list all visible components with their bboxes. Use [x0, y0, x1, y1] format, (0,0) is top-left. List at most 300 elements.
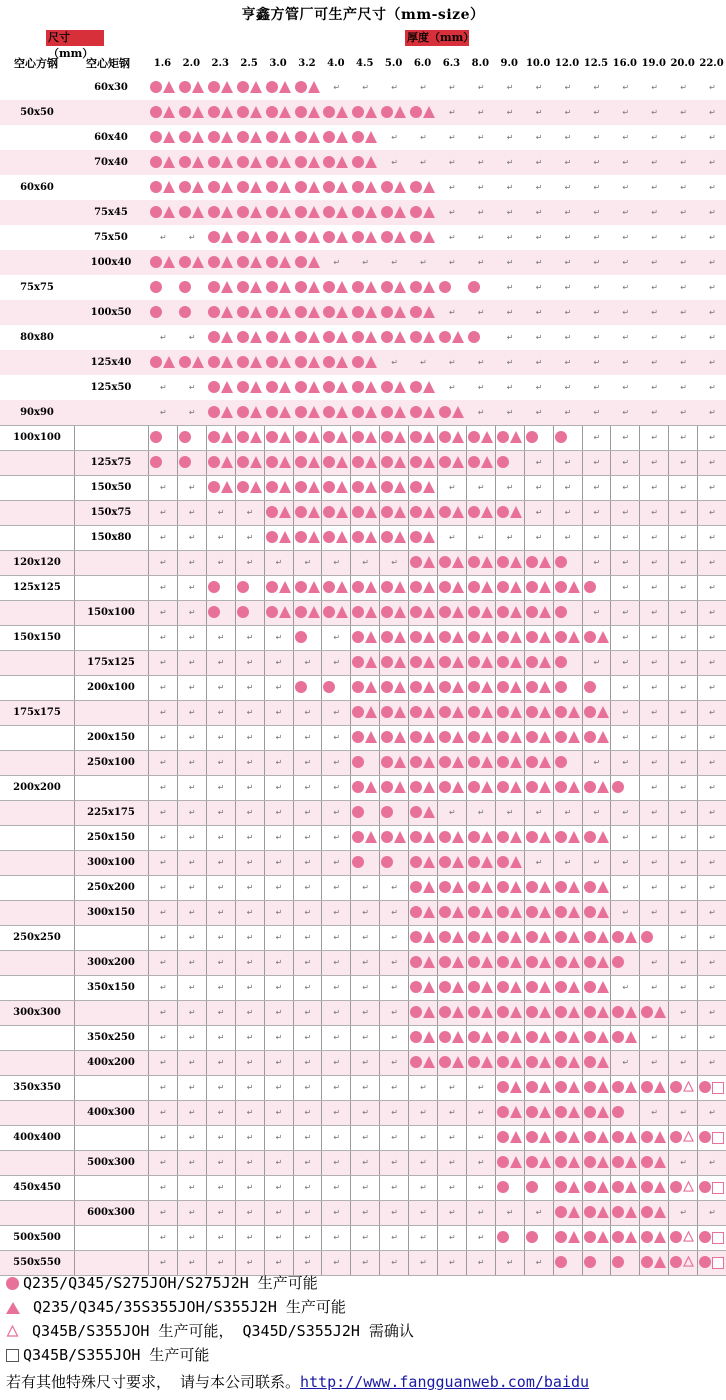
- dot-icon: [323, 456, 335, 468]
- availability-cell: [235, 975, 264, 1000]
- paragraph-mark-icon: ↵: [160, 483, 167, 492]
- availability-cell: [235, 75, 264, 100]
- paragraph-mark-icon: ↵: [651, 308, 658, 317]
- rect-size-cell: 60x40: [94, 132, 128, 143]
- paragraph-mark-icon: ↵: [160, 833, 167, 842]
- dot-icon: [526, 1031, 538, 1043]
- availability-cell: [610, 650, 639, 675]
- dot-icon: [410, 906, 422, 918]
- dot-icon: [237, 106, 249, 118]
- triangle-icon: [336, 181, 348, 193]
- availability-cell: [524, 1175, 553, 1200]
- paragraph-mark-icon: ↵: [160, 633, 167, 642]
- paragraph-mark-icon: ↵: [160, 1258, 167, 1267]
- availability-cell: [495, 250, 524, 275]
- paragraph-mark-icon: ↵: [391, 1258, 398, 1267]
- triangle-icon: [365, 181, 377, 193]
- paragraph-mark-icon: ↵: [391, 908, 398, 917]
- dot-icon: [497, 431, 509, 443]
- availability-cell: [321, 525, 350, 550]
- square-size-cell: 400x400: [13, 1132, 61, 1143]
- availability-cell: [206, 775, 235, 800]
- availability-cell: [206, 325, 235, 350]
- availability-cell: [321, 75, 350, 100]
- availability-cell: [524, 250, 553, 275]
- triangle-icon: [308, 356, 320, 368]
- availability-cell: [321, 1125, 350, 1150]
- availability-cell: [495, 375, 524, 400]
- triangle-icon: [279, 206, 291, 218]
- triangle-icon: [423, 381, 435, 393]
- paragraph-mark-icon: ↵: [160, 233, 167, 242]
- availability-cell: [264, 525, 293, 550]
- availability-cell: [668, 100, 697, 125]
- availability-cell: [264, 200, 293, 225]
- availability-cell: [379, 1200, 408, 1225]
- availability-cell: [582, 150, 611, 175]
- paragraph-mark-icon: ↵: [680, 258, 687, 267]
- triangle-icon: [279, 356, 291, 368]
- paragraph-mark-icon: ↵: [477, 383, 485, 392]
- availability-cell: [495, 100, 524, 125]
- availability-cell: [235, 150, 264, 175]
- dot-icon: [497, 681, 509, 693]
- availability-cell: [610, 1075, 639, 1100]
- availability-cell: [206, 575, 235, 600]
- dot-icon: [497, 1106, 509, 1118]
- dot-icon: [468, 731, 480, 743]
- dot-icon: [497, 1181, 509, 1193]
- table-row: [0, 1075, 726, 1100]
- outline-triangle-icon: [6, 1320, 19, 1344]
- triangle-icon: [568, 1081, 580, 1093]
- dot-icon: [555, 706, 567, 718]
- availability-cell: [437, 300, 466, 325]
- triangle-icon: [539, 881, 551, 893]
- availability-cell: [639, 400, 668, 425]
- availability-cell: [177, 825, 206, 850]
- grid-line: [0, 775, 726, 776]
- triangle-icon: [481, 981, 493, 993]
- square-size-cell: [0, 750, 74, 775]
- paragraph-mark-icon: ↵: [362, 258, 369, 267]
- paragraph-mark-icon: ↵: [564, 108, 572, 117]
- paragraph-mark-icon: ↵: [680, 1108, 687, 1117]
- dot-icon: [612, 956, 624, 968]
- availability-cell: [610, 425, 639, 450]
- availability-cell: [582, 1050, 611, 1075]
- triangle-icon: [279, 281, 291, 293]
- table-row: [0, 350, 726, 375]
- availability-cell: [235, 250, 264, 275]
- paragraph-mark-icon: ↵: [420, 1083, 427, 1092]
- table-row: [0, 875, 726, 900]
- availability-cell: [524, 425, 553, 450]
- dot-icon: [439, 506, 451, 518]
- availability-cell: [148, 1050, 177, 1075]
- triangle-icon: [539, 956, 551, 968]
- availability-cell: [321, 1050, 350, 1075]
- square-size-cell: [0, 450, 74, 475]
- dot-icon: [208, 281, 220, 293]
- dot-icon: [6, 1277, 19, 1290]
- paragraph-mark-icon: ↵: [160, 883, 167, 892]
- availability-cell: [610, 75, 639, 100]
- dot-icon: [295, 356, 307, 368]
- availability-cell: [582, 1000, 611, 1025]
- paragraph-mark-icon: ↵: [188, 933, 196, 942]
- availability-cell: [321, 475, 350, 500]
- grid-line: [0, 550, 726, 551]
- paragraph-mark-icon: ↵: [680, 833, 687, 842]
- availability-cell: [668, 550, 697, 575]
- availability-cell: [350, 550, 379, 575]
- triangle-icon: [163, 206, 175, 218]
- triangle-icon: [308, 231, 320, 243]
- paragraph-mark-icon: ↵: [217, 683, 225, 692]
- paragraph-mark-icon: ↵: [246, 708, 254, 717]
- paragraph-mark-icon: ↵: [188, 633, 196, 642]
- paragraph-mark-icon: ↵: [622, 108, 630, 117]
- availability-cell: [177, 1000, 206, 1025]
- paragraph-mark-icon: ↵: [391, 1108, 398, 1117]
- paragraph-mark-icon: ↵: [246, 983, 254, 992]
- availability-cell: [610, 125, 639, 150]
- paragraph-mark-icon: ↵: [246, 1108, 254, 1117]
- availability-cell: [437, 425, 466, 450]
- triangle-icon: [250, 206, 262, 218]
- triangle-icon: [365, 331, 377, 343]
- availability-cell: [321, 675, 350, 700]
- availability-cell: [408, 125, 437, 150]
- dot-icon: [497, 1156, 509, 1168]
- availability-cell: [466, 325, 495, 350]
- dot-icon: [555, 1206, 567, 1218]
- table-row: [0, 625, 726, 650]
- availability-cell: [293, 475, 322, 500]
- triangle-icon: [250, 156, 262, 168]
- paragraph-mark-icon: ↵: [333, 958, 341, 967]
- dot-icon: [526, 706, 538, 718]
- dot-icon: [323, 181, 335, 193]
- paragraph-mark-icon: ↵: [651, 208, 658, 217]
- availability-cell: [408, 300, 437, 325]
- website-link[interactable]: http://www.fangguanweb.com/baidu: [300, 1373, 590, 1391]
- rect-size-cell: 150x75: [90, 507, 132, 518]
- rect-size-cell: 70x40: [94, 157, 128, 168]
- availability-cell: [524, 225, 553, 250]
- square-size-cell: [0, 1025, 74, 1050]
- paragraph-mark-icon: ↵: [680, 858, 687, 867]
- dot-icon: [410, 706, 422, 718]
- table-row: [0, 250, 726, 275]
- availability-cell: [639, 825, 668, 850]
- paragraph-mark-icon: ↵: [160, 1208, 167, 1217]
- triangle-icon: [423, 956, 435, 968]
- triangle-icon: [394, 706, 406, 718]
- paragraph-mark-icon: ↵: [535, 358, 543, 367]
- availability-cell: [610, 1025, 639, 1050]
- availability-cell: [264, 1025, 293, 1050]
- availability-cell: [235, 1200, 264, 1225]
- availability-cell: [408, 550, 437, 575]
- grid-line: [0, 925, 726, 926]
- availability-cell: [206, 150, 235, 175]
- availability-cell: [206, 400, 235, 425]
- dot-icon: [497, 581, 509, 593]
- triangle-icon: [6, 1302, 20, 1314]
- availability-cell: [610, 1125, 639, 1150]
- availability-cell: [177, 625, 206, 650]
- triangle-icon: [279, 181, 291, 193]
- square-size-cell: [0, 1100, 74, 1125]
- paragraph-mark-icon: ↵: [709, 833, 716, 842]
- thickness-label: 6.0: [413, 58, 432, 69]
- triangle-icon: [597, 706, 609, 718]
- availability-cell: [437, 875, 466, 900]
- availability-cell: [293, 1175, 322, 1200]
- triangle-icon: [423, 631, 435, 643]
- paragraph-mark-icon: ↵: [304, 758, 312, 767]
- paragraph-mark-icon: ↵: [275, 1133, 283, 1142]
- triangle-icon: [394, 506, 406, 518]
- paragraph-mark-icon: ↵: [709, 508, 716, 517]
- paragraph-mark-icon: ↵: [506, 208, 514, 217]
- availability-cell: [408, 875, 437, 900]
- triangle-icon: [308, 81, 320, 93]
- table-row: [0, 425, 726, 450]
- availability-cell: [466, 1000, 495, 1025]
- triangle-icon: [654, 1131, 666, 1143]
- dot-icon: [208, 606, 220, 618]
- dot-icon: [150, 106, 162, 118]
- availability-cell: [437, 1225, 466, 1250]
- availability-cell: [379, 975, 408, 1000]
- availability-cell: [177, 725, 206, 750]
- availability-cell: [466, 175, 495, 200]
- availability-cell: [148, 1025, 177, 1050]
- availability-cell: [553, 1150, 582, 1175]
- triangle-icon: [568, 1156, 580, 1168]
- dot-icon: [179, 306, 191, 318]
- triangle-icon: [221, 106, 233, 118]
- triangle-icon: [423, 406, 435, 418]
- dot-icon: [237, 256, 249, 268]
- dot-icon: [497, 756, 509, 768]
- triangle-icon: [394, 406, 406, 418]
- dot-icon: [179, 106, 191, 118]
- paragraph-mark-icon: ↵: [651, 983, 658, 992]
- dot-icon: [584, 731, 596, 743]
- square-size-cell: [0, 500, 74, 525]
- triangle-icon: [365, 481, 377, 493]
- triangle-icon: [423, 456, 435, 468]
- availability-cell: [437, 775, 466, 800]
- dot-icon: [555, 831, 567, 843]
- paragraph-mark-icon: ↵: [709, 1033, 716, 1042]
- dot-icon: [266, 331, 278, 343]
- availability-cell: [610, 600, 639, 625]
- paragraph-mark-icon: ↵: [333, 558, 341, 567]
- dot-icon: [295, 431, 307, 443]
- availability-cell: [206, 1025, 235, 1050]
- availability-cell: [264, 1100, 293, 1125]
- triangle-icon: [423, 1006, 435, 1018]
- dot-icon: [439, 1006, 451, 1018]
- paragraph-mark-icon: ↵: [593, 808, 601, 817]
- availability-cell: [437, 625, 466, 650]
- paragraph-mark-icon: ↵: [420, 1158, 427, 1167]
- availability-cell: [639, 800, 668, 825]
- availability-cell: [582, 800, 611, 825]
- availability-cell: [668, 175, 697, 200]
- table-row: [0, 500, 726, 525]
- triangle-icon: [510, 1006, 522, 1018]
- availability-cell: [639, 1000, 668, 1025]
- availability-cell: [697, 1000, 726, 1025]
- triangle-icon: [597, 1006, 609, 1018]
- paragraph-mark-icon: ↵: [622, 458, 630, 467]
- paragraph-mark-icon: ↵: [651, 508, 658, 517]
- triangle-icon: [452, 506, 464, 518]
- availability-cell: [610, 325, 639, 350]
- availability-cell: [350, 425, 379, 450]
- availability-cell: [350, 500, 379, 525]
- availability-cell: [553, 700, 582, 725]
- availability-cell: [206, 450, 235, 475]
- availability-cell: [697, 1075, 726, 1100]
- paragraph-mark-icon: ↵: [680, 408, 687, 417]
- availability-cell: [321, 1100, 350, 1125]
- dot-icon: [468, 1031, 480, 1043]
- availability-cell: [553, 1175, 582, 1200]
- availability-cell: [553, 325, 582, 350]
- footer-text: 若有其他特殊尺寸要求， 请与本公司联系。: [6, 1373, 301, 1391]
- availability-cell: [206, 275, 235, 300]
- paragraph-mark-icon: ↵: [709, 633, 716, 642]
- dot-icon: [266, 606, 278, 618]
- paragraph-mark-icon: ↵: [506, 308, 514, 317]
- availability-cell: [553, 1000, 582, 1025]
- table-row: [0, 975, 726, 1000]
- availability-cell: [408, 200, 437, 225]
- dot-icon: [555, 1231, 567, 1243]
- triangle-icon: [481, 556, 493, 568]
- availability-cell: [639, 1250, 668, 1275]
- availability-cell: [148, 375, 177, 400]
- triangle-icon: [568, 881, 580, 893]
- dot-icon: [468, 656, 480, 668]
- dot-icon: [266, 481, 278, 493]
- paragraph-mark-icon: ↵: [362, 558, 369, 567]
- availability-cell: [668, 700, 697, 725]
- triangle-icon: [250, 431, 262, 443]
- dot-icon: [208, 106, 220, 118]
- dot-icon: [410, 806, 422, 818]
- availability-cell: [206, 675, 235, 700]
- triangle-icon: [654, 1181, 666, 1193]
- paragraph-mark-icon: ↵: [709, 858, 716, 867]
- paragraph-mark-icon: ↵: [564, 858, 572, 867]
- triangle-icon: [279, 481, 291, 493]
- paragraph-mark-icon: ↵: [362, 83, 369, 92]
- triangle-icon: [394, 781, 406, 793]
- availability-cell: [350, 325, 379, 350]
- availability-cell: [639, 350, 668, 375]
- dot-icon: [555, 731, 567, 743]
- dot-icon: [295, 456, 307, 468]
- availability-cell: [350, 850, 379, 875]
- rect-size-cell: 100x40: [90, 257, 132, 268]
- triangle-icon: [539, 1131, 551, 1143]
- availability-cell: [235, 775, 264, 800]
- paragraph-mark-icon: ↵: [160, 683, 167, 692]
- paragraph-mark-icon: ↵: [709, 908, 716, 917]
- availability-cell: [582, 700, 611, 725]
- triangle-icon: [597, 831, 609, 843]
- availability-cell: [553, 775, 582, 800]
- dot-icon: [612, 1081, 624, 1093]
- availability-cell: [697, 1150, 726, 1175]
- triangle-icon: [308, 331, 320, 343]
- dot-icon: [295, 631, 307, 643]
- availability-cell: [321, 500, 350, 525]
- paragraph-mark-icon: ↵: [333, 908, 341, 917]
- triangle-icon: [394, 656, 406, 668]
- dot-icon: [584, 1156, 596, 1168]
- availability-cell: [148, 950, 177, 975]
- availability-cell: [610, 375, 639, 400]
- paragraph-mark-icon: ↵: [535, 233, 543, 242]
- availability-cell: [668, 1000, 697, 1025]
- triangle-icon: [452, 906, 464, 918]
- paragraph-mark-icon: ↵: [304, 1133, 312, 1142]
- triangle-icon: [279, 381, 291, 393]
- availability-cell: [293, 1075, 322, 1100]
- triangle-icon: [481, 881, 493, 893]
- dot-icon: [410, 956, 422, 968]
- paragraph-mark-icon: ↵: [160, 1158, 167, 1167]
- availability-cell: [235, 1100, 264, 1125]
- grid-line: [0, 825, 726, 826]
- availability-cell: [610, 1175, 639, 1200]
- availability-cell: [235, 125, 264, 150]
- paragraph-mark-icon: ↵: [680, 883, 687, 892]
- paragraph-mark-icon: ↵: [420, 83, 427, 92]
- triangle-icon: [336, 106, 348, 118]
- availability-cell: [437, 1100, 466, 1125]
- availability-cell: [350, 700, 379, 725]
- availability-cell: [495, 600, 524, 625]
- availability-cell: [639, 275, 668, 300]
- availability-cell: [235, 725, 264, 750]
- paragraph-mark-icon: ↵: [362, 1033, 369, 1042]
- dot-icon: [150, 206, 162, 218]
- availability-cell: [264, 1000, 293, 1025]
- availability-cell: [235, 350, 264, 375]
- dot-icon: [295, 681, 307, 693]
- dot-icon: [266, 106, 278, 118]
- triangle-icon: [308, 206, 320, 218]
- availability-cell: [610, 300, 639, 325]
- paragraph-mark-icon: ↵: [160, 1008, 167, 1017]
- availability-cell: [264, 800, 293, 825]
- availability-cell: [264, 100, 293, 125]
- paragraph-mark-icon: ↵: [680, 608, 687, 617]
- availability-cell: [697, 900, 726, 925]
- triangle-icon: [423, 306, 435, 318]
- dot-icon: [584, 1056, 596, 1068]
